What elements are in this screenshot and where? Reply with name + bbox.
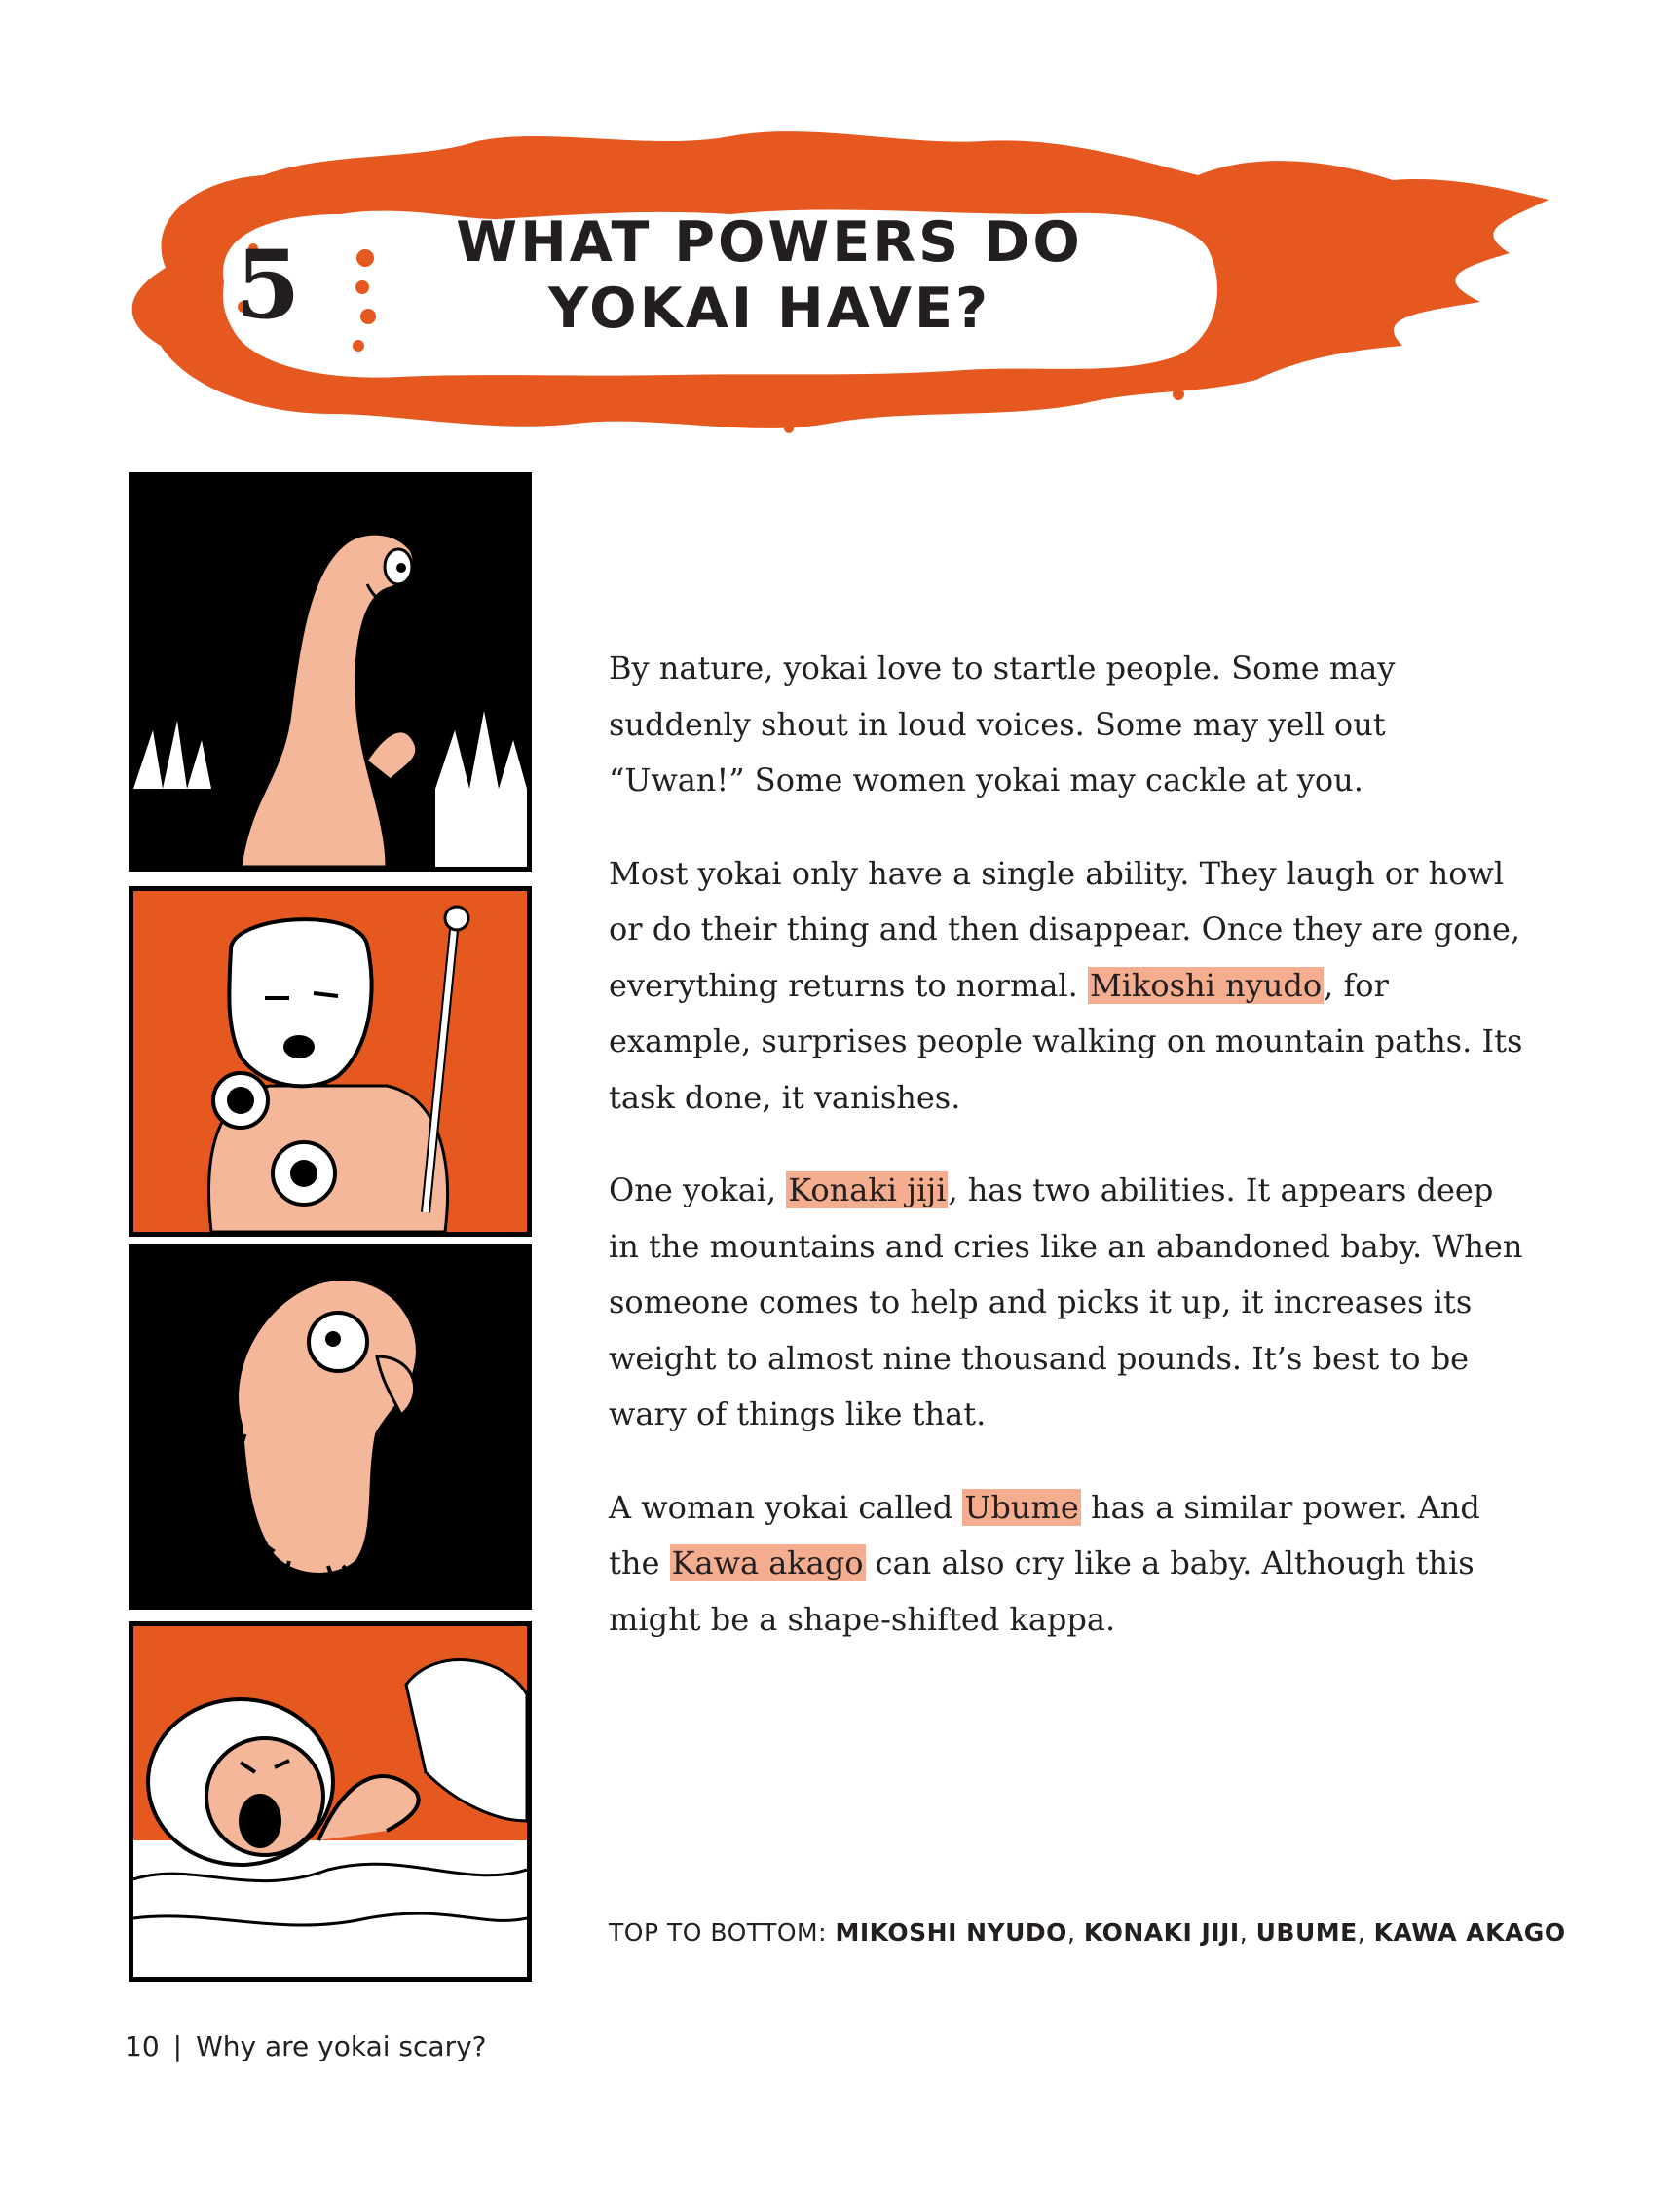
article-body: [609, 641, 1529, 1685]
paragraph-4-text-a: A woman yokai called: [609, 1488, 963, 1526]
paragraph-2-text-b: , for example, surprises people walking on mountain paths. Its task done, it vanishes.: [609, 966, 1523, 1116]
highlight-term-mikoshi-nyudo: Mikoshi nyudo: [1089, 966, 1323, 1004]
chapter-number: 5: [235, 230, 301, 340]
caption-separator: ,: [1357, 1918, 1374, 1947]
title-line-2: YOKAI HAVE?: [547, 277, 991, 341]
caption-prefix: TOP TO BOTTOM:: [609, 1918, 836, 1947]
highlight-term-ubume: Ubume: [964, 1488, 1079, 1526]
paragraph-4: [609, 1480, 1529, 1649]
illustration-panel-konaki-jiji: [129, 886, 532, 1237]
caption-name-4: KAWA AKAGO: [1373, 1918, 1566, 1947]
footer-divider: |: [172, 2030, 183, 2062]
illustration-panel-mikoshi-nyudo: [129, 472, 532, 872]
konaki-jiji-illustration: [133, 891, 527, 1232]
paragraph-2-text-a: Most yokai only have a single ability. They laugh or howl or do their thing and then disappear. Once they are gone, everything returns to normal.: [609, 854, 1521, 1004]
ubume-illustration: [133, 1249, 527, 1605]
illustration-panel-ubume: [129, 1244, 532, 1610]
paragraph-3-text-b: , has two abilities. It appears deep in the mountains and cries like an abandoned baby. When someone comes to help and picks it up, it increases its weight to almost nine thousand pounds. It’s best to be wary of things like that.: [609, 1171, 1523, 1432]
caption-name-1: MIKOSHI NYUDO: [835, 1918, 1067, 1947]
paragraph-3: [609, 1163, 1529, 1443]
illustration-caption: [609, 1918, 1566, 1947]
paragraph-1: By nature, yokai love to startle people. Some may suddenly shout in loud voices. Some may yell out “Uwan!” Some women yokai may cackle at you.: [609, 650, 1396, 798]
paragraph-4-text-b: has a similar power. And the: [609, 1488, 1480, 1581]
paragraph-2: [609, 846, 1529, 1127]
caption-separator: ,: [1239, 1918, 1256, 1947]
paragraph-3-text-a: One yokai,: [609, 1171, 787, 1208]
mikoshi-nyudo-illustration: [133, 477, 527, 867]
highlight-term-konaki-jiji: Konaki jiji: [788, 1171, 947, 1208]
kawa-akago-illustration: [133, 1626, 527, 1977]
page-title: [419, 209, 1120, 342]
page-number: 10: [125, 2030, 160, 2062]
section-title: Why are yokai scary?: [196, 2030, 487, 2062]
caption-separator: ,: [1066, 1918, 1084, 1947]
illustration-panel-kawa-akago: [129, 1621, 532, 1982]
title-line-1: WHAT POWERS DO: [456, 210, 1083, 275]
caption-name-3: UBUME: [1255, 1918, 1358, 1947]
paragraph-4-text-c: can also cry like a baby. Although this might be a shape-shifted kappa.: [609, 1544, 1475, 1638]
caption-name-2: KONAKI JIJI: [1083, 1918, 1240, 1947]
highlight-term-kawa-akago: Kawa akago: [671, 1544, 864, 1581]
page-footer: [125, 2030, 487, 2062]
